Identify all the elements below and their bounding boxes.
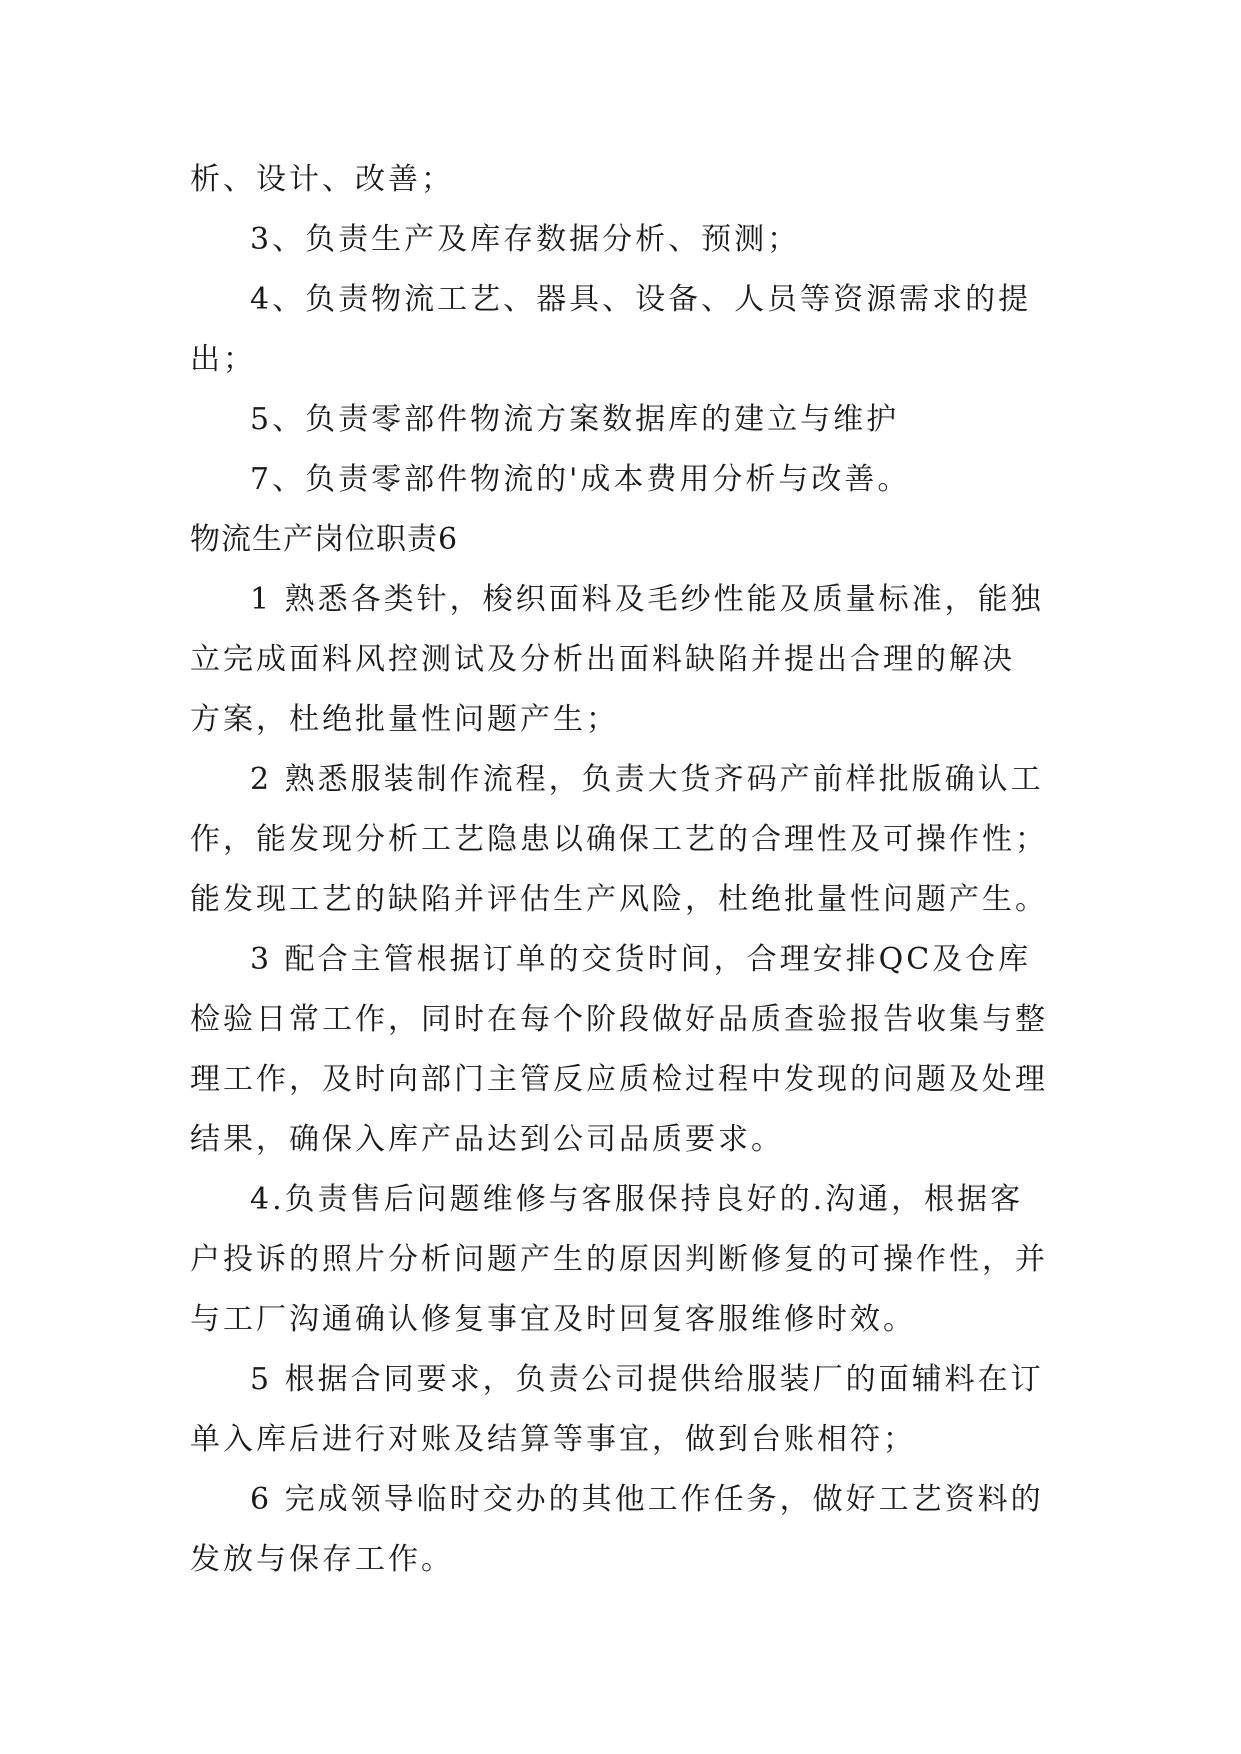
duty-item-1: 1 熟悉各类针，梭织面料及毛纱性能及质量标准，能独 (250, 582, 1044, 617)
list-item-5: 5、负责零部件物流方案数据库的建立与维护 (250, 402, 900, 437)
duty-item-3: 3 配合主管根据订单的交货时间，合理安排QC及仓库 (250, 942, 1032, 977)
list-item-3: 3、负责生产及库存数据分析、预测； (250, 222, 801, 257)
section-heading: 物流生产岗位职责6 (190, 522, 459, 557)
duty-item-6-line-2: 发放与保存工作。 (190, 1542, 454, 1577)
list-item-4-continuation: 出； (190, 342, 256, 377)
duty-item-4-line-2: 户投诉的照片分析问题产生的原因判断修复的可操作性，并 (190, 1242, 1048, 1277)
duty-item-1-line-3: 方案，杜绝批量性问题产生； (190, 702, 619, 737)
duty-item-2-line-2: 作，能发现分析工艺隐患以确保工艺的合理性及可操作性； (190, 822, 1048, 857)
duty-item-4: 4.负责售后问题维修与客服保持良好的.沟通，根据客 (250, 1182, 1024, 1217)
duty-item-2-line-3: 能发现工艺的缺陷并评估生产风险，杜绝批量性问题产生。 (190, 882, 1048, 917)
text-line-continuation: 析、设计、改善； (190, 162, 454, 197)
duty-item-2: 2 熟悉服装制作流程，负责大货齐码产前样批版确认工 (250, 762, 1044, 797)
duty-item-3-line-3: 理工作，及时向部门主管反应质检过程中发现的问题及处理 (190, 1062, 1048, 1097)
duty-item-5-line-2: 单入库后进行对账及结算等事宜，做到台账相符； (190, 1422, 916, 1457)
duty-item-3-line-2: 检验日常工作，同时在每个阶段做好品质查验报告收集与整 (190, 1002, 1048, 1037)
duty-item-6: 6 完成领导临时交办的其他工作任务，做好工艺资料的 (250, 1482, 1044, 1517)
duty-item-4-line-3: 与工厂沟通确认修复事宜及时回复客服维修时效。 (190, 1302, 916, 1337)
list-item-7: 7、负责零部件物流的'成本费用分析与改善。 (250, 462, 911, 497)
list-item-4: 4、负责物流工艺、器具、设备、人员等资源需求的提 (250, 282, 1032, 317)
duty-item-5: 5 根据合同要求，负责公司提供给服装厂的面辅料在订 (250, 1362, 1044, 1397)
duty-item-1-line-2: 立完成面料风控测试及分析出面料缺陷并提出合理的解决 (190, 642, 1015, 677)
duty-item-3-line-4: 结果，确保入库产品达到公司品质要求。 (190, 1122, 784, 1157)
document-body (190, 150, 1050, 1590)
